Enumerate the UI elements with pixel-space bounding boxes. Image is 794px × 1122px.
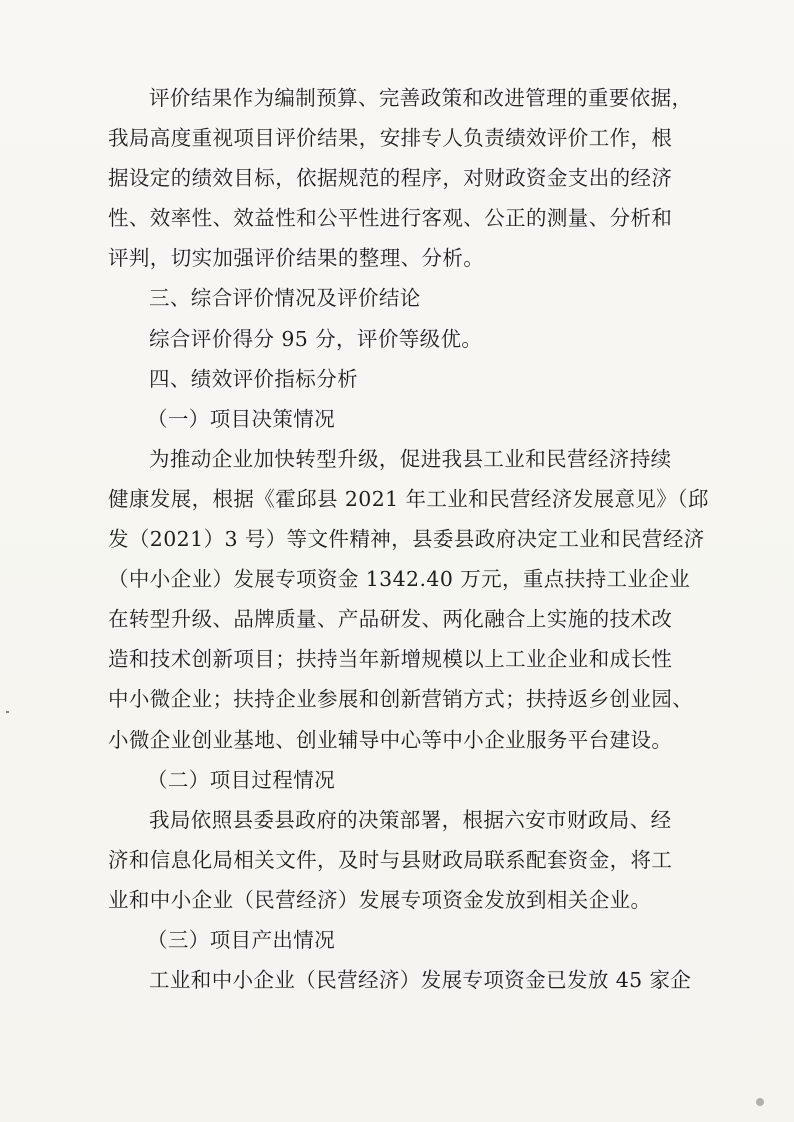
body-line: 性、效率性、效益性和公平性进行客观、公正的测量、分析和 bbox=[108, 206, 673, 231]
body-line: 健康发展，根据《霍邱县 2021 年工业和民营经济发展意见》（邱 bbox=[108, 486, 709, 511]
body-line: 中小微企业；扶持企业参展和创新营销方式；扶持返乡创业园、 bbox=[108, 687, 694, 712]
subsection-heading: （一）项目决策情况 bbox=[147, 406, 336, 431]
body-line: 我局依照县委县政府的决策部署，根据六安市财政局、经 bbox=[149, 807, 672, 832]
body-line: 综合评价得分 95 分，评价等级优。 bbox=[149, 326, 483, 351]
section-heading: 三、综合评价情况及评价结论 bbox=[149, 286, 421, 311]
body-line: 在转型升级、品牌质量、产品研发、两化融合上实施的技术改 bbox=[108, 607, 673, 632]
body-line: 工业和中小企业（民营经济）发展专项资金已发放 45 家企 bbox=[149, 968, 692, 993]
body-line: 济和信息化局相关文件，及时与县财政局联系配套资金，将工 bbox=[108, 847, 673, 872]
document-body bbox=[108, 78, 709, 1000]
body-line: 业和中小企业（民营经济）发展专项资金发放到相关企业。 bbox=[108, 887, 652, 912]
body-line: 评判，切实加强评价结果的整理、分析。 bbox=[108, 246, 485, 271]
subsection-heading: （三）项目产出情况 bbox=[147, 927, 336, 952]
subsection-heading: （二）项目过程情况 bbox=[147, 767, 336, 792]
scan-artifact-mark bbox=[6, 711, 9, 713]
body-line: 小微企业创业基地、创业辅导中心等中小企业服务平台建设。 bbox=[108, 727, 673, 752]
body-line: 造和技术创新项目；扶持当年新增规模以上工业企业和成长性 bbox=[108, 647, 673, 672]
scan-artifact-dot bbox=[756, 1098, 764, 1106]
section-heading: 四、绩效评价指标分析 bbox=[149, 366, 358, 391]
body-line: （中小企业）发展专项资金 1342.40 万元，重点扶持工业企业 bbox=[108, 567, 691, 592]
body-line: 为推动企业加快转型升级，促进我县工业和民营经济持续 bbox=[149, 446, 672, 471]
body-line: 我局高度重视项目评价结果，安排专人负责绩效评价工作，根 bbox=[108, 126, 673, 151]
body-line: 评价结果作为编制预算、完善政策和改进管理的重要依据， bbox=[149, 86, 693, 110]
body-line: 发（2021）3 号）等文件精神，县委县政府决定工业和民营经济 bbox=[108, 527, 705, 552]
body-line: 据设定的绩效目标，依据规范的程序，对财政资金支出的经济 bbox=[108, 166, 673, 191]
